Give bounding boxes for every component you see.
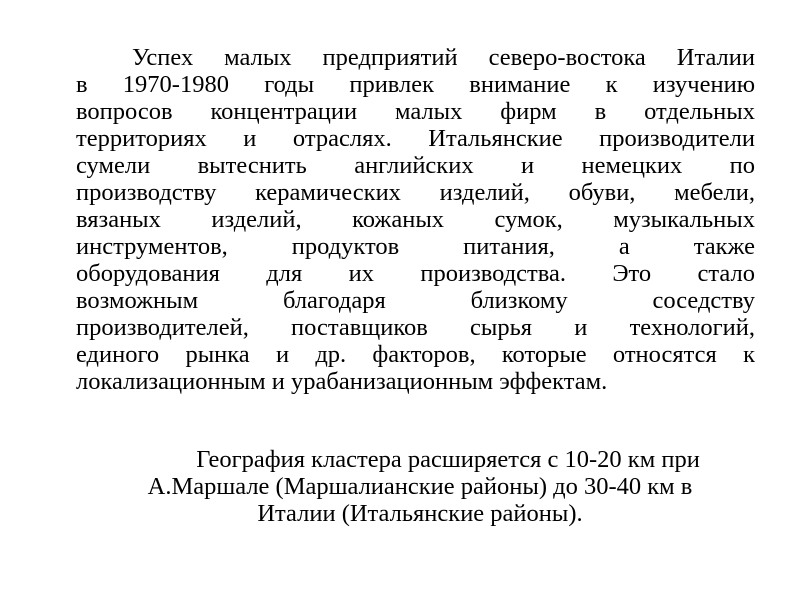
paragraph-line: вязаных изделий, кожаных сумок, музыкальных [76, 206, 755, 233]
paragraph-line: оборудования для их производства. Это стало [76, 260, 755, 287]
paragraph-line: Италии (Итальянские районы). [257, 500, 583, 527]
paragraph-line: производителей, поставщиков сырья и технологий, [76, 314, 755, 341]
paragraph-line: территориях и отраслях. Итальянские производители [76, 125, 755, 152]
paragraph-line: единого рынка и др. факторов, которые относятся к [76, 341, 755, 368]
paragraph-line: инструментов, продуктов питания, а также [76, 233, 755, 260]
main-paragraph [76, 44, 755, 395]
paragraph-line: вопросов концентрации малых фирм в отдельных [76, 98, 755, 125]
paragraph-line: локализационным и урабанизационным эффектам. [76, 368, 608, 395]
paragraph-line: Успех малых предприятий северо-востока Италии [132, 44, 755, 71]
secondary-paragraph [100, 446, 740, 527]
paragraph-line: География кластера расширяется с 10-20 км при [196, 446, 700, 473]
paragraph-line: производству керамических изделий, обуви, мебели, [76, 179, 755, 206]
paragraph-line: сумели вытеснить английских и немецких по [76, 152, 755, 179]
paragraph-line: возможным благодаря близкому соседству [76, 287, 755, 314]
paragraph-line: в 1970-1980 годы привлек внимание к изучению [76, 71, 755, 98]
paragraph-line: А.Маршале (Маршалианские районы) до 30-40 км в [147, 473, 693, 500]
